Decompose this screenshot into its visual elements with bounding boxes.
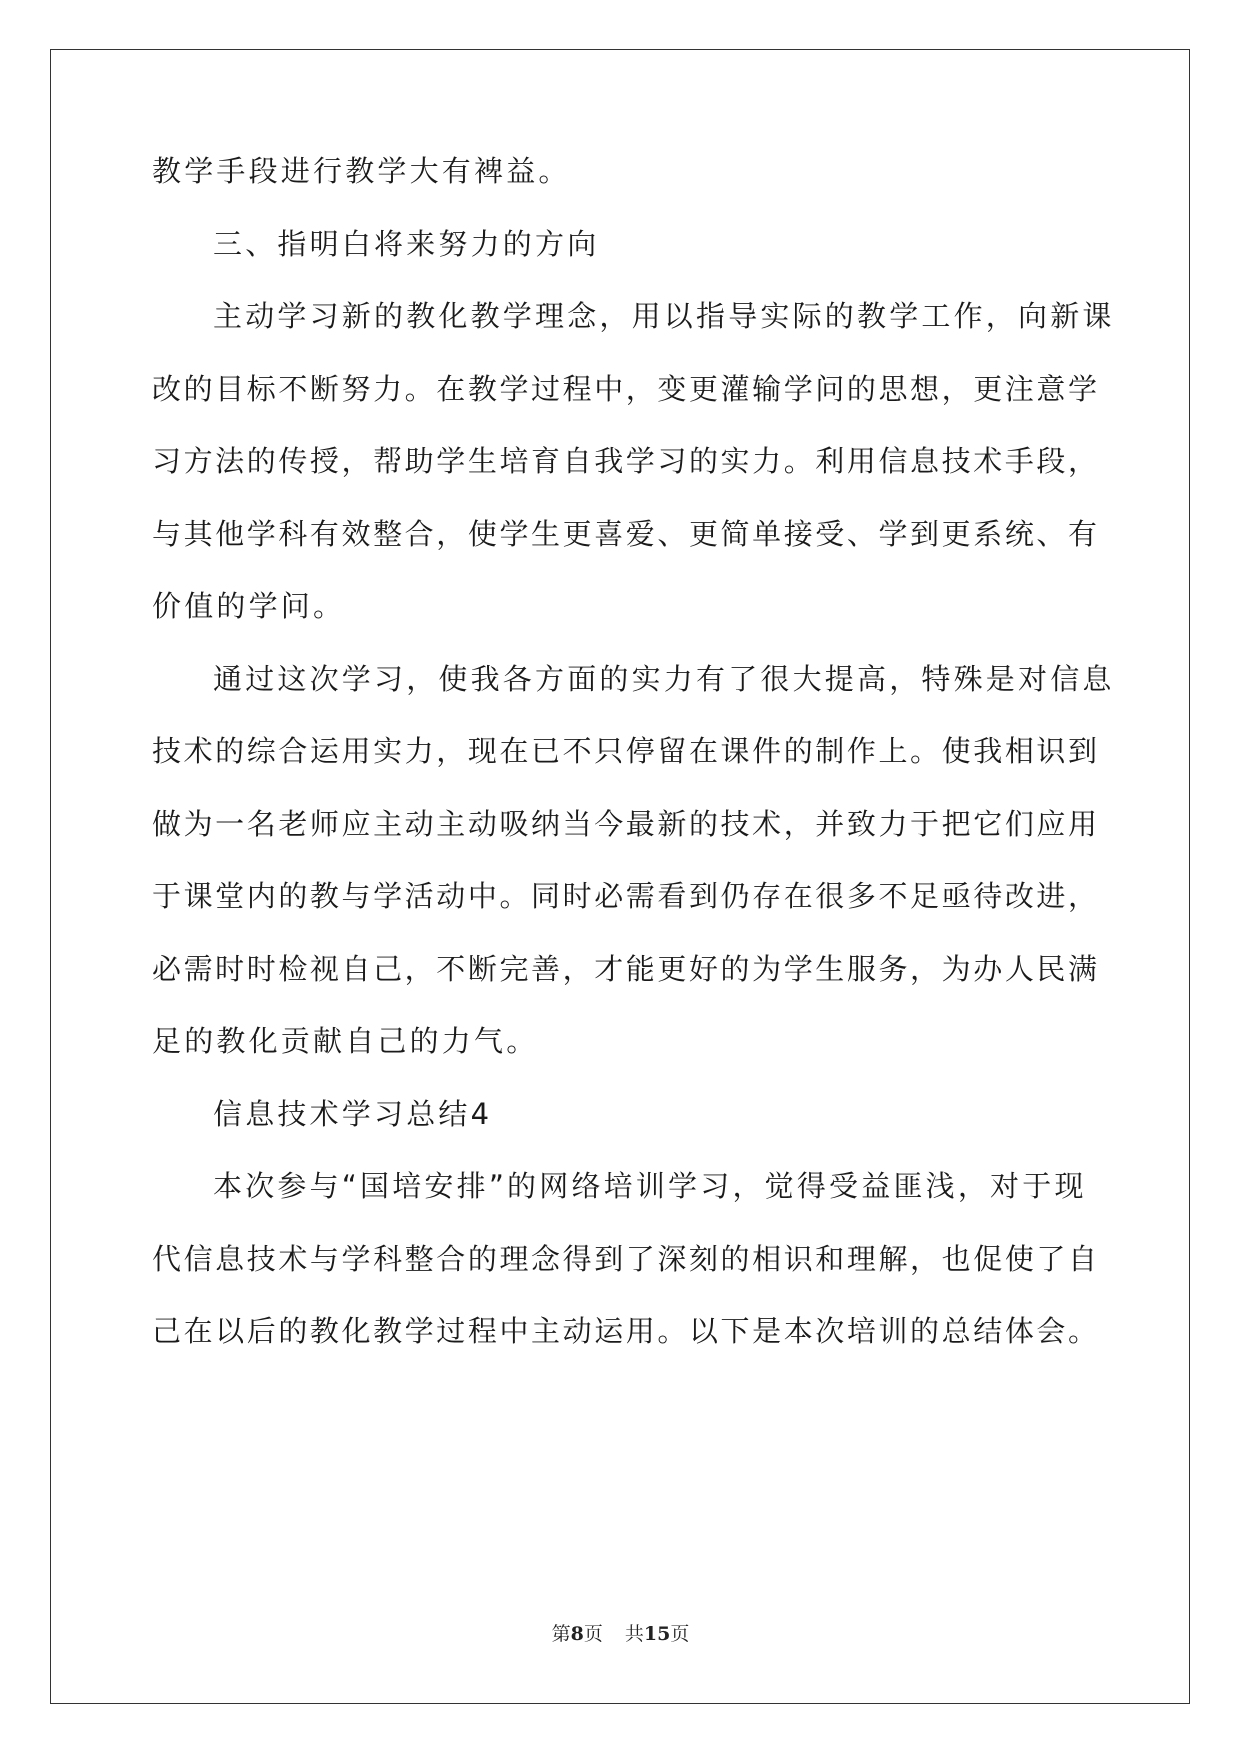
text-line: 做为一名老师应主动主动吸纳当今最新的技术，并致力于把它们应用 (152, 807, 1097, 841)
section-heading: 信息技术学习总结4 (213, 1097, 493, 1131)
text-line: 主动学习新的教化教学理念，用以指导实际的教学工作，向新课 (213, 299, 1115, 333)
text-line: 足的教化贡献自己的力气。 (152, 1024, 539, 1058)
text-line: 改的目标不断努力。在教学过程中，变更灌输学问的思想，更注意学 (152, 372, 1097, 406)
text-line: 代信息技术与学科整合的理念得到了深刻的相识和理解，也促使了自 (152, 1242, 1097, 1276)
text-line: 习方法的传授，帮助学生培育自我学习的实力。利用信息技术手段， (152, 444, 1097, 478)
text-line: 己在以后的教化教学过程中主动运用。以下是本次培训的总结体会。 (152, 1314, 1097, 1348)
page-footer (0, 1622, 1241, 1646)
text-line: 于课堂内的教与学活动中。同时必需看到仍存在很多不足亟待改进， (152, 879, 1097, 913)
section-heading: 三、指明白将来努力的方向 (213, 227, 600, 261)
text-line: 价值的学问。 (152, 589, 346, 623)
page-prefix: 第 (551, 1623, 571, 1645)
total-prefix: 共 (624, 1623, 644, 1645)
text-line: 教学手段进行教学大有裨益。 (152, 154, 571, 188)
text-line: 本次参与“国培安排”的网络培训学习，觉得受益匪浅，对于现 (213, 1169, 1087, 1203)
text-line: 技术的综合运用实力，现在已不只停留在课件的制作上。使我相识到 (152, 734, 1097, 768)
text-line: 与其他学科有效整合，使学生更喜爱、更简单接受、学到更系统、有 (152, 517, 1097, 551)
current-page-number: 8 (570, 1623, 584, 1645)
page-suffix: 页 (583, 1623, 603, 1645)
text-line: 通过这次学习，使我各方面的实力有了很大提高，特殊是对信息 (213, 662, 1115, 696)
text-line: 必需时时检视自己，不断完善，才能更好的为学生服务，为办人民满 (152, 952, 1097, 986)
total-page-number: 15 (643, 1623, 671, 1645)
total-suffix: 页 (670, 1623, 690, 1645)
